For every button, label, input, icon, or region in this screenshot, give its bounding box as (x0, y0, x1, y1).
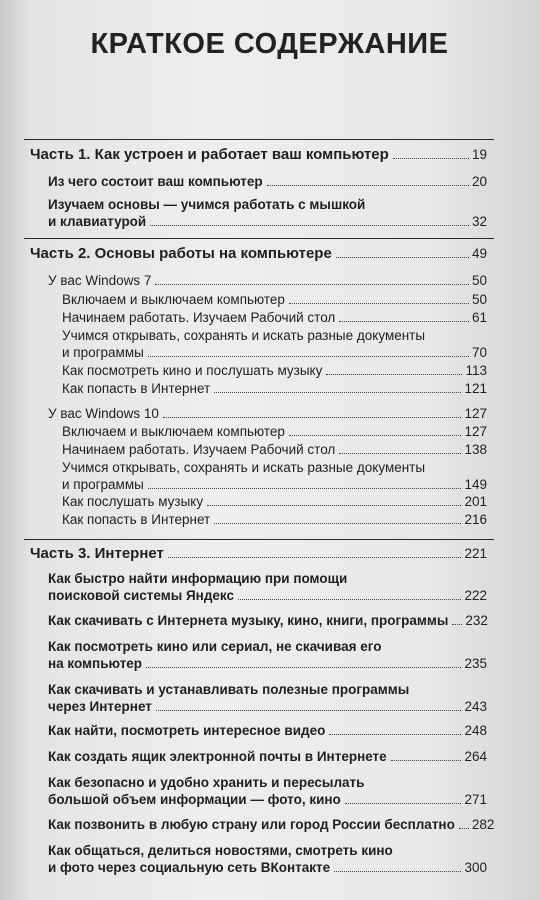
toc-entry (48, 196, 487, 230)
toc-part-1 (30, 146, 487, 163)
toc-entry (48, 638, 487, 672)
entry-title-line1: Учимся открывать, сохранять и искать разные документы (62, 328, 426, 343)
entry-title: Как скачивать с Интернета музыку, кино, книги, программы (48, 613, 449, 628)
part-title: Часть 1. Как устроен и работает ваш компьютер (30, 146, 389, 163)
page-title: КРАТКОЕ СОДЕРЖАНИЕ (90, 28, 449, 60)
part-title: Часть 2. Основы работы на компьютере (30, 245, 332, 262)
entry-title: Как создать ящик электронной почты в Интернете (48, 749, 387, 764)
entry-title-line2: через Интернет (48, 699, 152, 714)
part-title: Часть 3. Интернет (30, 545, 164, 562)
toc-entry (48, 173, 487, 190)
dot-leader (148, 356, 469, 357)
entry-title: Как найти, посмотреть интересное видео (48, 723, 326, 738)
entry-title: Как позвонить в любую страну или город России бесплатно (48, 817, 455, 832)
dot-leader (393, 158, 469, 159)
dot-leader (267, 185, 469, 186)
toc-entry (48, 722, 487, 739)
dot-leader (326, 374, 462, 375)
toc-entry (62, 327, 487, 361)
toc-part-3 (30, 545, 487, 562)
page-number: 149 (464, 477, 487, 492)
entry-title-line1: Изучаем основы — учимся работать с мышкой (48, 197, 366, 212)
page-number: 121 (464, 381, 487, 396)
entry-title-line1: Как скачивать и устанавливать полезные программы (48, 682, 410, 697)
page-number: 70 (471, 345, 487, 360)
entry-title: Как послушать музыку (62, 494, 204, 509)
dot-leader (214, 523, 461, 524)
entry-title-line2: на компьютер (48, 656, 143, 671)
page-number: 127 (464, 406, 487, 421)
page-number: 201 (464, 494, 487, 509)
entry-title-line2: и клавиатурой (48, 214, 147, 229)
entry-title-line1: Как общаться, делиться новостями, смотреть кино (48, 843, 393, 858)
toc-entry (62, 459, 487, 493)
page-number: 138 (464, 442, 487, 457)
page-number: 50 (471, 292, 487, 307)
page-number: 282 (471, 817, 495, 832)
entry-title: Как попасть в Интернет (62, 381, 211, 396)
entry-title-line2: поисковой системы Яндекс (48, 588, 234, 603)
entry-title: Включаем и выключаем компьютер (62, 424, 285, 439)
entry-title-line1: Как посмотреть кино или сериал, не скачивая его (48, 639, 382, 654)
toc-entry (62, 291, 487, 308)
dot-leader (207, 505, 461, 506)
entry-title: У вас Windows 10 (48, 406, 159, 421)
dot-leader (150, 225, 469, 226)
page-number: 235 (464, 656, 487, 671)
page-number: 32 (471, 214, 487, 229)
dot-leader (391, 760, 462, 761)
toc-entry (62, 362, 487, 379)
toc-entry (48, 612, 487, 629)
dot-leader (452, 624, 462, 625)
page-number: 113 (465, 363, 487, 378)
toc-os-heading (48, 405, 487, 422)
page-number: 19 (471, 147, 487, 162)
entry-title-line2: и программы (62, 477, 144, 492)
toc-entry (62, 441, 487, 458)
page-number: 300 (464, 860, 487, 875)
entry-title-line1: Учимся открывать, сохранять и искать разные документы (62, 460, 426, 475)
dot-leader (345, 803, 462, 804)
dot-leader (148, 488, 462, 489)
toc-entry (62, 380, 487, 397)
section-rule (24, 238, 494, 239)
entry-title: Из чего состоит ваш компьютер (48, 174, 263, 189)
dot-leader (155, 284, 469, 285)
page-number: 49 (471, 246, 487, 261)
dot-leader (339, 453, 461, 454)
dot-leader (289, 303, 469, 304)
dot-leader (336, 257, 469, 258)
toc-entry (62, 309, 487, 326)
dot-leader (339, 321, 469, 322)
entry-title-line1: Как быстро найти информацию при помощи (48, 571, 348, 586)
dot-leader (329, 734, 461, 735)
entry-title-line2: и фото через социальную сеть ВКонтакте (48, 860, 331, 875)
entry-title-line2: и программы (62, 345, 144, 360)
page-number: 222 (464, 588, 487, 603)
page-number: 271 (464, 792, 487, 807)
page-number: 264 (464, 749, 487, 764)
toc-part-2 (30, 245, 487, 262)
toc-os-heading (48, 272, 487, 289)
toc-entry (48, 842, 487, 876)
page-number: 243 (464, 699, 487, 714)
entry-title: Включаем и выключаем компьютер (62, 292, 285, 307)
dot-leader (156, 710, 462, 711)
entry-title: Начинаем работать. Изучаем Рабочий стол (62, 442, 336, 457)
dot-leader (289, 435, 462, 436)
entry-title-line1: Как безопасно и удобно хранить и пересылать (48, 775, 365, 790)
page-number: 61 (471, 310, 487, 325)
toc-entry (48, 570, 487, 604)
toc-entry (48, 816, 495, 833)
dot-leader (168, 557, 462, 558)
page-number: 221 (464, 546, 487, 561)
toc-entry (48, 681, 487, 715)
page-number: 232 (465, 613, 488, 628)
toc-entry (62, 423, 487, 440)
entry-title: У вас Windows 7 (48, 273, 152, 288)
dot-leader (334, 871, 461, 872)
section-rule (24, 139, 494, 140)
toc-entry (62, 511, 487, 528)
dot-leader (459, 828, 469, 829)
page-number: 127 (464, 424, 487, 439)
page-number: 50 (471, 273, 487, 288)
entry-title-line2: большой объем информации — фото, кино (48, 792, 341, 807)
page-number: 20 (471, 174, 487, 189)
dot-leader (214, 392, 461, 393)
section-rule (24, 539, 494, 540)
dot-leader (146, 667, 461, 668)
entry-title: Как попасть в Интернет (62, 512, 211, 527)
dot-leader (163, 417, 462, 418)
toc-entry (48, 748, 487, 765)
page-number: 248 (464, 723, 487, 738)
page-number: 216 (464, 512, 487, 527)
entry-title: Как посмотреть кино и послушать музыку (62, 363, 323, 378)
dot-leader (238, 599, 461, 600)
toc-entry (62, 493, 487, 510)
toc-entry (48, 774, 487, 808)
entry-title: Начинаем работать. Изучаем Рабочий стол (62, 310, 336, 325)
